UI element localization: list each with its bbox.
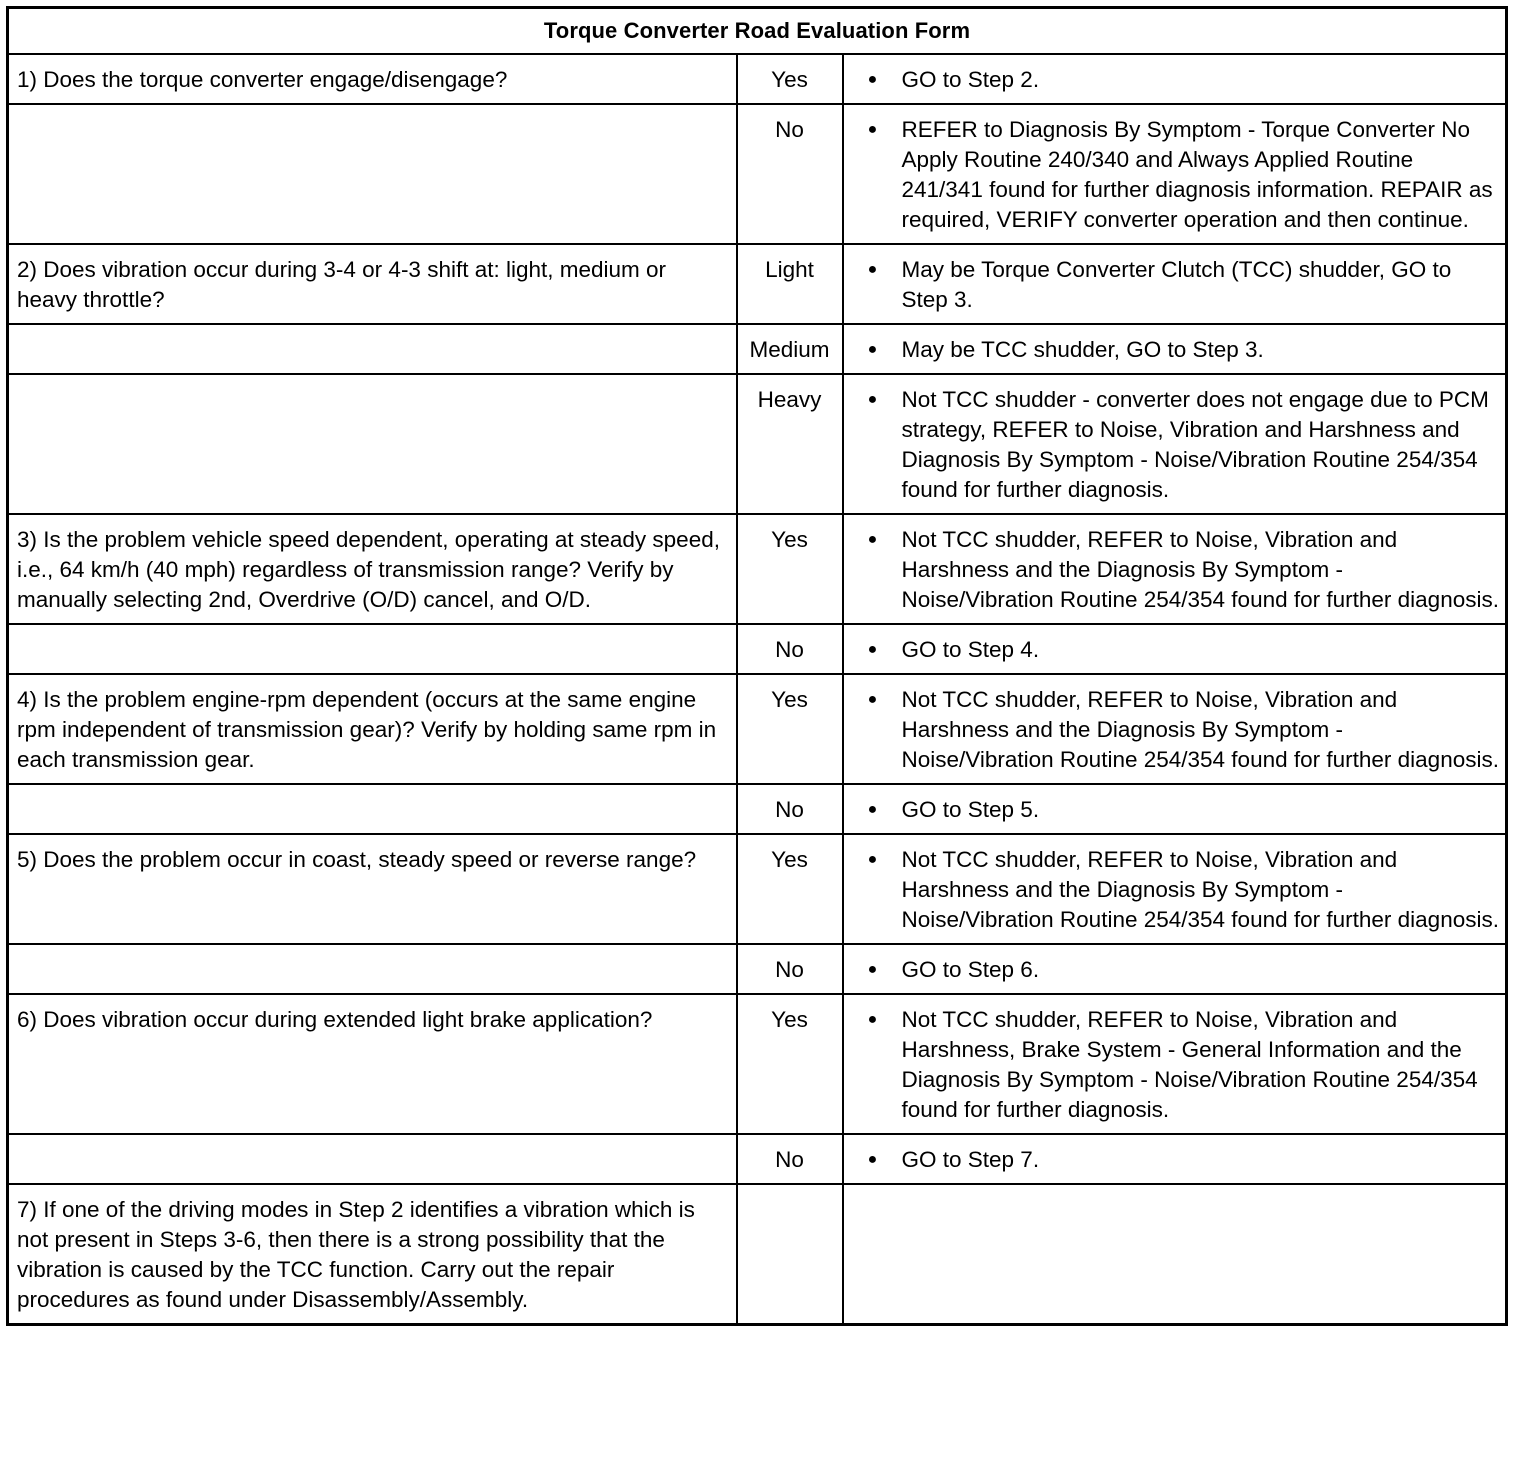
evaluation-form-table <box>6 6 1508 1326</box>
result-cell <box>843 944 1507 994</box>
bullet-icon: ● <box>867 1151 878 1168</box>
result-text: GO to Step 7. <box>901 1147 1040 1172</box>
answer-cell: Yes <box>737 54 843 104</box>
bullet-icon: ● <box>867 71 878 88</box>
bullet-icon: ● <box>867 391 878 408</box>
result-text: May be TCC shudder, GO to Step 3. <box>901 337 1264 362</box>
table-row <box>8 1134 1507 1184</box>
title-row <box>8 8 1507 55</box>
result-text: Not TCC shudder, REFER to Noise, Vibration and Harshness and the Diagnosis By Symptom - Noise/Vibration Routine 254/354 found for further diagnosis. <box>901 847 1499 932</box>
result-cell <box>843 784 1507 834</box>
question-cell: 6) Does vibration occur during extended light brake application? <box>8 994 737 1134</box>
table-row <box>8 944 1507 994</box>
answer-cell: No <box>737 784 843 834</box>
bullet-icon: ● <box>867 641 878 658</box>
result-cell <box>843 374 1507 514</box>
result-text: Not TCC shudder, REFER to Noise, Vibration and Harshness, Brake System - General Information and the Diagnosis By Symptom - Noise/Vibration Routine 254/354 found for further diagnosis. <box>901 1007 1478 1122</box>
question-cell: 3) Is the problem vehicle speed dependent, operating at steady speed, i.e., 64 km/h (40 mph) regardless of transmission range? Verify by manually selecting 2nd, Overdrive (O/D) cancel, and O/D. <box>8 514 737 624</box>
bullet-icon: ● <box>867 531 878 548</box>
question-cell <box>8 104 737 244</box>
bullet-icon: ● <box>867 961 878 978</box>
table-row <box>8 324 1507 374</box>
bullet-icon: ● <box>867 801 878 818</box>
bullet-icon: ● <box>867 851 878 868</box>
question-cell <box>8 1134 737 1184</box>
table-row <box>8 374 1507 514</box>
table-row <box>8 674 1507 784</box>
result-cell <box>843 1184 1507 1325</box>
answer-cell <box>737 1184 843 1325</box>
answer-cell: No <box>737 944 843 994</box>
bullet-icon: ● <box>867 261 878 278</box>
question-cell <box>8 944 737 994</box>
result-cell <box>843 624 1507 674</box>
result-cell <box>843 324 1507 374</box>
result-text: May be Torque Converter Clutch (TCC) shudder, GO to Step 3. <box>901 257 1452 312</box>
result-text: GO to Step 5. <box>901 797 1040 822</box>
answer-cell: Yes <box>737 994 843 1134</box>
result-cell <box>843 674 1507 784</box>
question-cell <box>8 324 737 374</box>
answer-cell: Light <box>737 244 843 324</box>
table-row <box>8 54 1507 104</box>
answer-cell: Medium <box>737 324 843 374</box>
question-cell: 2) Does vibration occur during 3-4 or 4-3 shift at: light, medium or heavy throttle? <box>8 244 737 324</box>
answer-cell: Heavy <box>737 374 843 514</box>
bullet-icon: ● <box>867 341 878 358</box>
result-cell <box>843 834 1507 944</box>
question-cell: 1) Does the torque converter engage/disengage? <box>8 54 737 104</box>
result-text: REFER to Diagnosis By Symptom - Torque Converter No Apply Routine 240/340 and Always Applied Routine 241/341 found for further diagnosis information. REPAIR as required, VERIFY converter operation and then continue. <box>901 117 1493 232</box>
result-text: GO to Step 2. <box>901 67 1040 92</box>
answer-cell: Yes <box>737 514 843 624</box>
question-cell: 7) If one of the driving modes in Step 2 identifies a vibration which is not present in Steps 3-6, then there is a strong possibility that the vibration is caused by the TCC function. Carry out the repair procedures as found under Disassembly/Assembly. <box>8 1184 737 1325</box>
question-cell <box>8 624 737 674</box>
table-row <box>8 994 1507 1134</box>
result-text: Not TCC shudder, REFER to Noise, Vibration and Harshness and the Diagnosis By Symptom - Noise/Vibration Routine 254/354 found for further diagnosis. <box>901 687 1499 772</box>
question-cell <box>8 374 737 514</box>
result-cell <box>843 994 1507 1134</box>
answer-cell: Yes <box>737 834 843 944</box>
result-text: Not TCC shudder, REFER to Noise, Vibration and Harshness and the Diagnosis By Symptom - Noise/Vibration Routine 254/354 found for further diagnosis. <box>901 527 1499 612</box>
result-cell <box>843 244 1507 324</box>
table-row <box>8 514 1507 624</box>
result-cell <box>843 514 1507 624</box>
table-row <box>8 1184 1507 1325</box>
answer-cell: No <box>737 1134 843 1184</box>
bullet-icon: ● <box>867 691 878 708</box>
table-row <box>8 104 1507 244</box>
question-cell: 5) Does the problem occur in coast, steady speed or reverse range? <box>8 834 737 944</box>
result-text: GO to Step 4. <box>901 637 1040 662</box>
table-row <box>8 244 1507 324</box>
bullet-icon: ● <box>867 1011 878 1028</box>
result-cell <box>843 104 1507 244</box>
result-cell <box>843 1134 1507 1184</box>
question-cell <box>8 784 737 834</box>
answer-cell: No <box>737 104 843 244</box>
answer-cell: No <box>737 624 843 674</box>
bullet-icon: ● <box>867 121 878 138</box>
result-cell <box>843 54 1507 104</box>
table-row <box>8 784 1507 834</box>
answer-cell: Yes <box>737 674 843 784</box>
result-text: GO to Step 6. <box>901 957 1040 982</box>
form-title: Torque Converter Road Evaluation Form <box>8 8 1507 55</box>
table-row <box>8 834 1507 944</box>
table-row <box>8 624 1507 674</box>
question-cell: 4) Is the problem engine-rpm dependent (occurs at the same engine rpm independent of transmission gear)? Verify by holding same rpm in each transmission gear. <box>8 674 737 784</box>
result-text: Not TCC shudder - converter does not engage due to PCM strategy, REFER to Noise, Vibration and Harshness and Diagnosis By Symptom - Noise/Vibration Routine 254/354 found for further diagnosis. <box>901 387 1489 502</box>
